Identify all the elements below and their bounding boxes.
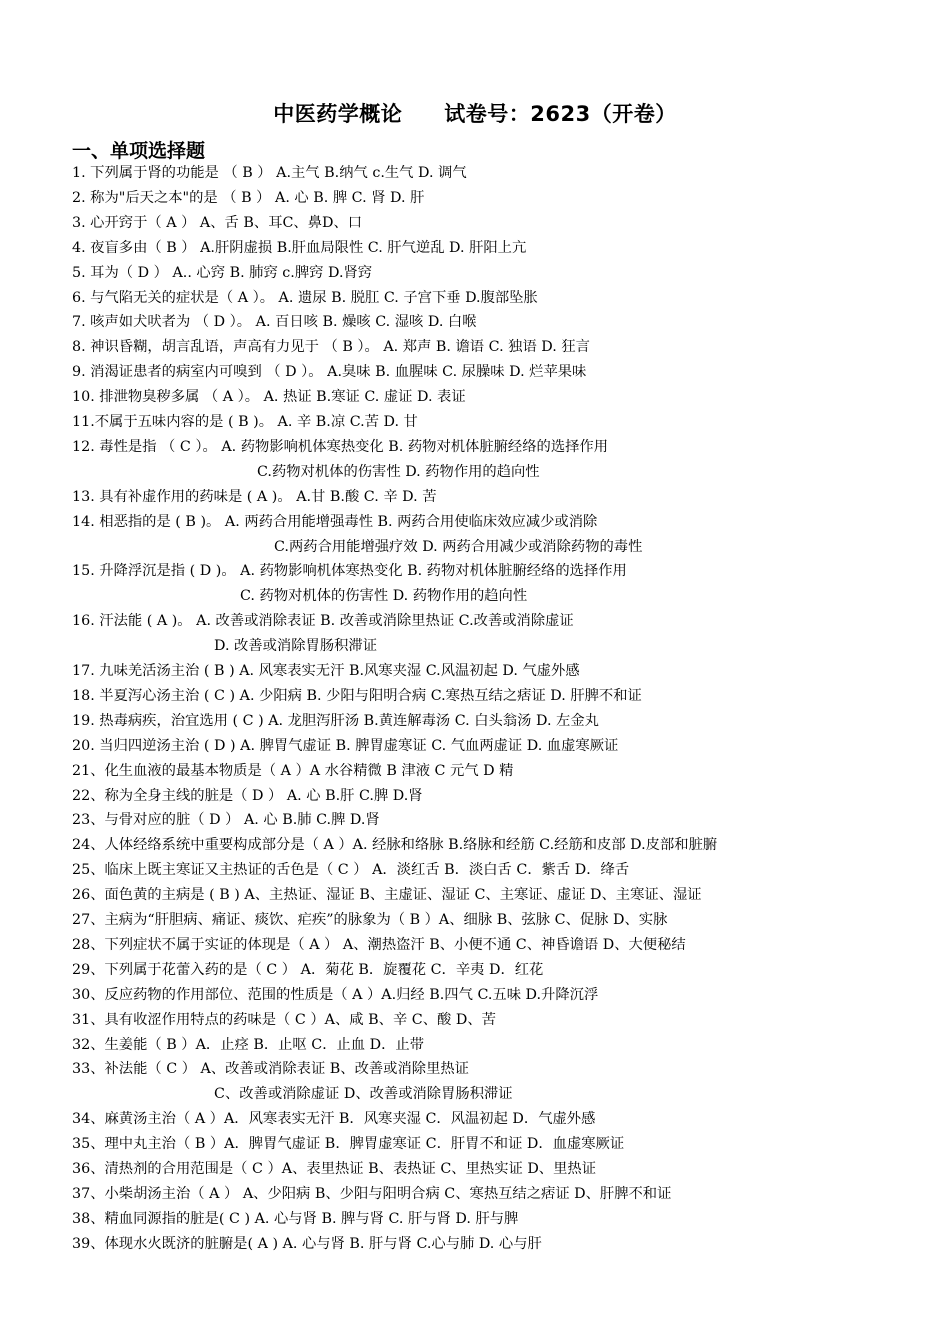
question-item: 28、下列症状不属于实证的体现是（ A ） A、潮热盗汗 B、小便不通 C、神昏谵语 D、大便秘结 [72,936,686,953]
question-item: 15. 升降浮沉是指 ( D )。 A. 药物影响机体寒热变化 B. 药物对机体脏腑经络的选择作用 [72,563,627,580]
question-item: 11.不属于五味内容的是 ( B )。 A. 辛 B.凉 C.苦 D. 甘 [72,414,418,430]
question-item: 29、下列属于花蕾入药的是（ C ） A．菊花 B．旋覆花 C．辛夷 D．红花 [72,961,544,978]
question-item: 30、反应药物的作用部位、范围的性质是（ A ）A.归经 B.四气 C.五味 D.升降沉浮 [72,986,599,1003]
question-item: 33、补法能（ C ） A、改善或消除表证 B、改善或消除里热证 [72,1061,469,1078]
question-item: 3. 心开窍于（ A ） A、舌 B、耳C、鼻D、口 [72,214,363,231]
question-item: 25、临床上既主寒证又主热证的舌色是（ C ） A．淡红舌 B．淡白舌 C．紫舌 D．绛舌 [72,862,630,879]
question-item: 12. 毒性是指 （ C ）。 A. 药物影响机体寒热变化 B. 药物对机体脏腑经络的选择作用 [72,438,609,455]
question-item: 22、称为全身主线的脏是（ D ） A. 心 B.肝 C.脾 D.肾 [72,787,423,804]
question-item: 16. 汗法能 ( A )。 A. 改善或消除表证 B. 改善或消除里热证 C.改善或消除虚证 [72,613,574,630]
question-item: 34、麻黄汤主治（ A ）A．风寒表实无汗 B．风寒夹湿 C．风温初起 D．气虚外感 [72,1111,596,1128]
question-item: 13. 具有补虚作用的药味是 ( A )。 A.甘 B.酸 C. 辛 D. 苦 [72,488,437,505]
question-item: 35、理中丸主治（ B ）A．脾胃气虚证 B．脾胃虚寒证 C．肝胃不和证 D．血虚寒厥证 [72,1136,625,1153]
page-title [0,98,950,128]
question-item: 6. 与气陷无关的症状是（ A ）。 A. 遗尿 B. 脱肛 C. 子宫下垂 D.腹部坠胀 [72,289,538,306]
question-item-continuation: C. 药物对机体的伤害性 D. 药物作用的趋向性 [240,588,528,605]
question-item: 36、清热剂的合用范围是（ C ）A、表里热证 B、表热证 C、里热实证 D、里热证 [72,1161,596,1177]
question-item: 4. 夜盲多由（ B ） A.肝阴虚损 B.肝血局限性 C. 肝气逆乱 D. 肝阳上亢 [72,239,527,256]
question-item: 20. 当归四逆汤主治 ( D ) A. 脾胃气虚证 B. 脾胃虚寒证 C. 气血两虚证 D. 血虚寒厥证 [72,737,619,754]
subject-title: 中医药学概论 [273,102,403,126]
question-item: 18. 半夏泻心汤主治 ( C ) A. 少阳病 B. 少阳与阳明合病 C.寒热互结之痞证 D. 肝脾不和证 [72,687,642,704]
question-item: 1. 下列属于肾的功能是 （ B ） A.主气 B.纳气 c.生气 D. 调气 [72,165,467,181]
question-item: 14. 相恶指的是 ( B )。 A. 两药合用能增强毒性 B. 两药合用使临床效应减少或消除 [72,513,598,530]
section-heading: 一、单项选择题 [72,140,206,162]
question-item: 32、生姜能（ B ）A．止痉 B．止呕 C．止血 D．止带 [72,1036,424,1053]
question-item: 8. 神识昏糊，胡言乱语，声高有力见于 （ B ）。 A. 郑声 B. 谵语 C. 独语 D. 狂言 [72,339,590,356]
question-item: 10. 排泄物臭秽多属 （ A ）。 A. 热证 B.寒证 C. 虚证 D. 表证 [72,389,466,406]
question-item: 21、化生血液的最基本物质是（ A ）A 水谷精微 B 津液 C 元气 D 精 [72,762,514,779]
question-item: 39、体现水火既济的脏腑是( A ) A. 心与肾 B. 肝与肾 C.心与肺 D. 心与肝 [72,1235,542,1252]
question-item: 31、具有收涩作用特点的药味是（ C ）A、咸 B、辛 C、酸 D、苦 [72,1011,496,1028]
question-item: 38、精血同源指的脏是( C ) A. 心与肾 B. 脾与肾 C. 肝与肾 D. 肝与脾 [72,1210,519,1227]
question-item-continuation: C、改善或消除虚证 D、改善或消除胃肠积滞证 [214,1086,513,1103]
question-item: 7. 咳声如犬吠者为 （ D ）。 A. 百日咳 B. 燥咳 C. 湿咳 D. 白喉 [72,314,477,331]
question-item: 2. 称为"后天之本"的是 （ B ） A. 心 B. 脾 C. 肾 D. 肝 [72,189,425,206]
question-item: 9. 消渴证患者的病室内可嗅到 （ D ）。 A.臭味 B. 血腥味 C. 尿臊味 D. 烂苹果味 [72,364,587,381]
question-item: 19. 热毒病疾，治宜选用 ( C ) A. 龙胆泻肝汤 B.黄连解毒汤 C. 白头翁汤 D. 左金丸 [72,712,599,729]
question-item-continuation: C.两药合用能增强疗效 D. 两药合用减少或消除药物的毒性 [274,538,643,555]
question-item: 23、与骨对应的脏（ D ） A. 心 B.肺 C.脾 D.肾 [72,812,380,829]
question-item: 24、人体经络系统中重要构成部分是（ A ）A. 经脉和络脉 B.络脉和经筋 C.经筋和皮部 D.皮部和脏腑 [72,837,718,854]
question-item: 27、主病为“肝胆病、痛证、痰饮、疟疾”的脉象为（ B ）A、细脉 B、弦脉 C、促脉 D、实脉 [72,912,668,928]
question-item: 26、面色黄的主病是 ( B ) A、主热证、湿证 B、主虚证、湿证 C、主寒证、虚证 D、主寒证、湿证 [72,887,702,904]
question-item: 5. 耳为（ D ） A.. 心窍 B. 肺窍 c.脾窍 D.肾窍 [72,264,373,281]
paper-number: 试卷号：2623（开卷） [444,102,677,126]
question-item-continuation: D. 改善或消除胃肠积滞证 [214,638,378,655]
question-item-continuation: C.药物对机体的伤害性 D. 药物作用的趋向性 [257,463,540,480]
question-item: 37、小柴胡汤主治（ A ） A、少阳病 B、少阳与阳明合病 C、寒热互结之痞证 D、肝脾不和证 [72,1185,672,1202]
question-item: 17. 九味羌活汤主治 ( B ) A. 风寒表实无汗 B.风寒夹湿 C.风温初起 D. 气虚外感 [72,663,580,679]
